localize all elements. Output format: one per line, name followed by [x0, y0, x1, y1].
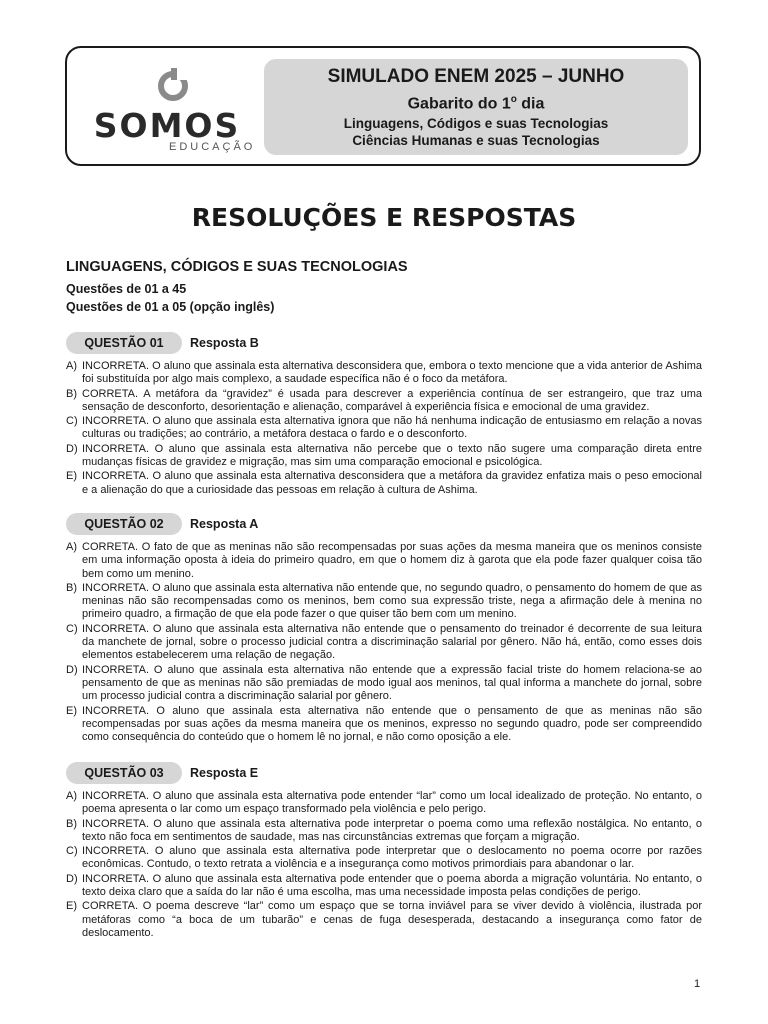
page-number: 1: [694, 978, 701, 990]
answer-option: B) INCORRETA. O aluno que assinala esta alternativa não entende que, no segundo quadro, o pensamento do homem de que as meninas não são recompensadas como os meninos, bem como sua expressão triste, nega a afirmação dele à menina no primeiro quadro, a firmação de que ela pode fazer o que quiser tão bem com um menino.: [66, 581, 702, 621]
answer-option: C) INCORRETA. O aluno que assinala esta alternativa não entende que o pensamento do treinador é decorrente de sua leitura da manchete de jornal, sobre o processo judicial contra a discriminação salarial por gênero. Não há, então, como esses dois elementos estabelecerem uma relação de negação.: [66, 622, 702, 662]
answer-option: A) INCORRETA. O aluno que assinala esta alternativa pode entender “lar” como um local idealizado de proteção. No entanto, o poema apresenta o lar como um espaço transformado pela violência e pelo perigo.: [66, 790, 702, 816]
answer-option: E) INCORRETA. O aluno que assinala esta alternativa desconsidera que a metáfora da gravidez enfatiza mais o peso emocional e a alienação do que a curiosidade das pessoas em relação à cultura de Ashima.: [66, 470, 702, 496]
exam-area-1: Linguagens, Códigos e suas Tecnologias: [343, 116, 609, 132]
answer-option: D) INCORRETA. O aluno que assinala esta alternativa não entende que a expressão facial triste do homem relaciona-se ao pensamento de que as meninas não são premiadas de modo igual aos meninos, tal qual informa a manchete do jornal, sobre um processo judicial contra a discriminação salarial por gênero.: [66, 663, 702, 703]
answer-option: A) CORRETA. O fato de que as meninas não são recompensadas por suas ações da mesma maneira que os meninos consiste em uma informação oposta à ideia do primeiro quadro, em que o homem diz à garota que ela pode fazer qualquer coisa tão bem como um menino.: [66, 541, 702, 580]
section-range: Questões de 01 a 45: [66, 282, 187, 296]
answer-option: C) INCORRETA. O aluno que assinala esta alternativa ignora que não há nenhuma indicação de entusiasmo em relação a novas culturas ou tradições; ao contrário, a metáfora destaca o fardo e o desconforto.: [66, 415, 702, 441]
question-block: [66, 762, 702, 941]
answer-option: D) INCORRETA. O aluno que assinala esta alternativa pode entender que o poema aborda a migração voluntária. No entanto, o texto deixa claro que a saída do lar não é uma escolha, mas uma necessidade imposta pelas condições de perigo.: [66, 872, 702, 899]
question-answer: Resposta B: [190, 336, 259, 350]
exam-subtitle: Gabarito do 1$^o$ dia: [407, 94, 545, 113]
answer-option: E) INCORRETA. O aluno que assinala esta alternativa não entende que o pensamento de que as meninas não são recompensadas por suas ações da mesma maneira que os meninos, expresso no segundo quadro, pode ser compreendido como consequência do conteúdo que o homem lê no jornal, e não como oposição a ele.: [66, 704, 702, 744]
exam-area-2: Ciências Humanas e suas Tecnologias: [352, 133, 600, 149]
logo-sub: EDUCAÇÃO: [169, 141, 256, 153]
question-label: QUESTÃO 01: [66, 332, 182, 354]
question-block: [66, 332, 702, 498]
answer-option: B) INCORRETA. O aluno que assinala esta alternativa pode interpretar o poema como uma reflexão nostálgica. No entanto, o texto não foca em sentimentos de saudade, mas nas circunstâncias extremas que forçam a migração.: [66, 817, 702, 843]
page-title: RESOLUÇÕES E RESPOSTAS: [191, 203, 577, 232]
logo-word: SOMOS: [93, 106, 241, 145]
section-title: LINGUAGENS, CÓDIGOS E SUAS TECNOLOGIAS: [66, 259, 408, 275]
question-label: QUESTÃO 03: [66, 762, 182, 784]
answer-option: A) INCORRETA. O aluno que assinala esta alternativa desconsidera que, embora o texto mencione que a vida anterior de Ashima foi substituída por algo mais complexo, a saudade específica não é o foco da metáfora.: [66, 360, 702, 386]
question-answer: Resposta A: [190, 517, 259, 531]
answer-option: E) CORRETA. O poema descreve “lar” como um espaço que se torna inviável para se viver devido à violência, ilustrada por metáforas como “a boca de um tubarão” e cenas de fuga desesperada, destacando a insegurança como fator de deslocamento.: [66, 900, 702, 939]
somos-logo: [81, 62, 256, 156]
answer-option: C) INCORRETA. O aluno que assinala esta alternativa pode interpretar que o deslocamento no poema ocorre por razões econômicas. Contudo, o texto retrata a violência e a insegurança como motivos primordiais para abandonar o lar.: [66, 845, 702, 871]
header-box: [264, 59, 688, 155]
exam-title: SIMULADO ENEM 2025 – JUNHO: [327, 66, 625, 87]
logo-mark-icon: [155, 66, 191, 102]
answer-option: B) CORRETA. A metáfora da “gravidez” é usada para descrever a experiência contínua de ser estrangeiro, que traz uma sensação de desconforto, desorientação e alienação, comparável à experiência física e emocional de uma gravidez.: [66, 387, 702, 413]
answer-option: D) INCORRETA. O aluno que assinala esta alternativa não percebe que o texto não sugere uma comparação direta entre mudanças físicas de gravidez e migração, mas sim uma comparação emocional e psicológica.: [66, 442, 702, 469]
question-answer: Resposta E: [190, 766, 259, 780]
header-frame: [65, 46, 701, 166]
question-label: QUESTÃO 02: [66, 513, 182, 535]
question-block: [66, 513, 702, 745]
section-range-english: Questões de 01 a 05 (opção inglês): [66, 300, 275, 314]
